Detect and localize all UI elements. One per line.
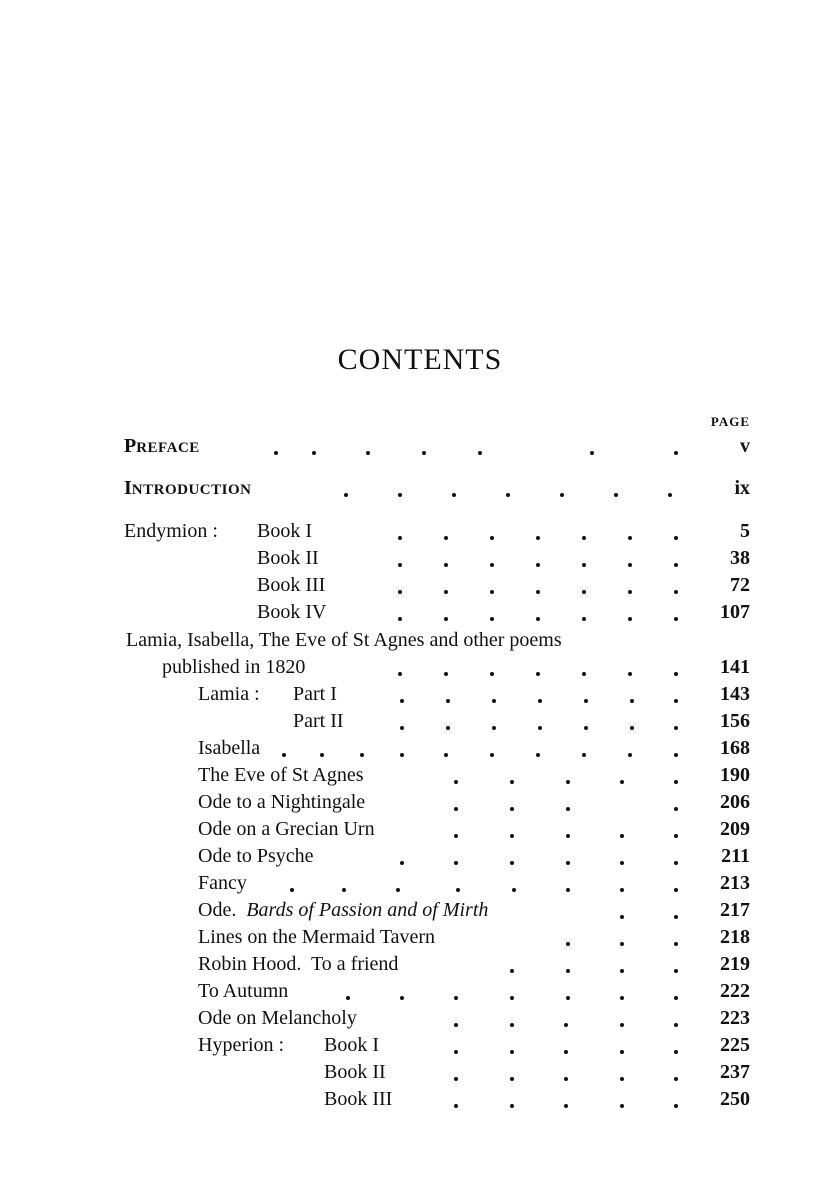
leader-dots [454,1086,694,1113]
leader-dot [510,1050,514,1054]
leader-dot [630,726,634,730]
toc-entry-ode-grecian-urn[interactable] [124,816,840,843]
leader-dots [344,475,684,502]
page-number: v [740,435,750,457]
page-number: 168 [720,737,750,759]
toc-entry-ode-bards[interactable] [124,897,840,924]
entry-title: PREFACE [124,435,200,457]
entry-title: Endymion : [124,520,218,542]
leader-dot [628,563,632,567]
toc-entry-eve-of-st-agnes[interactable] [124,762,840,789]
toc-entry-endymion-book-1[interactable] [124,518,840,545]
leader-dot [628,672,632,676]
page-number: 5 [740,520,750,542]
leader-dot [510,1077,514,1081]
entry-subtitle: Book I [324,1034,379,1056]
page-title: CONTENTS [337,343,503,376]
page-number: 211 [721,845,750,867]
page-number: 250 [720,1088,750,1110]
leader-dot [398,672,402,676]
leader-dots [398,654,688,681]
leader-dot [456,888,460,892]
entry-title: Robin Hood. To a friend [198,953,399,975]
toc-entry-hyperion-book-2[interactable] [124,1059,840,1086]
toc-entry-endymion-book-4[interactable] [124,599,840,626]
leader-dot [312,451,316,455]
leader-dot [398,617,402,621]
leader-dot [536,672,540,676]
page-number: ix [734,477,750,499]
leader-dot [490,536,494,540]
leader-dot [510,1104,514,1108]
leader-dot [620,834,624,838]
leader-dot [446,699,450,703]
leader-dot [620,780,624,784]
leader-dot [274,451,278,455]
leader-dot [564,1104,568,1108]
page-number: 206 [720,791,750,813]
leader-dot [320,753,324,757]
leader-dot [400,861,404,865]
leader-dot [510,807,514,811]
leader-dot [566,969,570,973]
page-number: 38 [730,547,750,569]
leader-dot [400,726,404,730]
leader-dot [560,493,564,497]
leader-dot [510,834,514,838]
page-number: 107 [720,601,750,623]
toc-entry-ode-psyche[interactable] [124,843,840,870]
leader-dot [620,915,624,919]
leader-dot [564,1050,568,1054]
leader-dots [282,735,692,762]
leader-dot [566,861,570,865]
entry-subtitle: Book II [257,547,319,569]
leader-dot [536,563,540,567]
leader-dot [582,753,586,757]
leader-dot [630,699,634,703]
leader-dot [510,861,514,865]
leader-dot [490,753,494,757]
toc-entry-endymion-book-2[interactable] [124,545,840,572]
leader-dot [620,1104,624,1108]
leader-dots [274,433,684,460]
leader-dot [566,780,570,784]
toc-entry-robin-hood[interactable] [124,951,840,978]
leader-dot [620,969,624,973]
leader-dot [564,1023,568,1027]
entry-subtitle: Book II [324,1061,386,1083]
entry-title: The Eve of St Agnes [198,764,364,786]
leader-dot [490,563,494,567]
leader-dot [454,834,458,838]
leader-dots [454,816,694,843]
leader-dot [628,536,632,540]
toc-entry-published-1820[interactable] [124,654,840,681]
entry-subtitle: Part II [293,710,344,732]
leader-dot [620,942,624,946]
leader-dots [398,572,688,599]
page-number: 217 [720,899,750,921]
leader-dot [620,861,624,865]
leader-dot [398,563,402,567]
leader-dot [582,590,586,594]
page-number: 141 [720,656,750,678]
leader-dots [400,708,690,735]
entry-title: Ode on Melancholy [198,1007,357,1029]
toc-entry-hyperion-book-1[interactable] [124,1032,840,1059]
entry-title: Ode to Psyche [198,845,314,867]
leader-dot [566,942,570,946]
leader-dot [538,699,542,703]
leader-dots [398,545,688,572]
leader-dots [454,762,694,789]
leader-dot [454,861,458,865]
page-number: 237 [720,1061,750,1083]
page-number: 222 [720,980,750,1002]
entry-subtitle: Book IV [257,601,327,623]
leader-dot [614,493,618,497]
entry-subtitle: Part I [293,683,337,705]
leader-dot [452,493,456,497]
page-number: 209 [720,818,750,840]
leader-dot [398,590,402,594]
leader-dot [360,753,364,757]
leader-dot [444,536,448,540]
leader-dot [446,726,450,730]
leader-dots [400,681,690,708]
leader-dot [490,617,494,621]
toc-entry-lamia-part-2[interactable] [124,708,840,735]
entry-title: Ode on a Grecian Urn [198,818,375,840]
leader-dot [536,536,540,540]
toc-entry-isabella[interactable] [124,735,840,762]
leader-dot [454,1077,458,1081]
leader-dot [620,1023,624,1027]
entry-title: Ode to a Nightingale [198,791,366,813]
leader-dot [454,807,458,811]
page-number: 225 [720,1034,750,1056]
leader-dot [454,1023,458,1027]
leader-dot [454,780,458,784]
leader-dot [396,888,400,892]
leader-dot [536,617,540,621]
leader-dots [510,951,690,978]
leader-dot [582,617,586,621]
entry-title: Lamia : [198,683,260,705]
leader-dot [582,536,586,540]
entry-subtitle: Bards of Passion and of Mirth [246,899,489,921]
entry-title: Hyperion : [198,1034,285,1056]
leader-dot [628,590,632,594]
leader-dot [492,699,496,703]
leader-dot [290,888,294,892]
page-number: 223 [720,1007,750,1029]
page-number: 213 [720,872,750,894]
leader-dot [510,780,514,784]
leader-dot [582,672,586,676]
leader-dot [566,834,570,838]
leader-dot [512,888,516,892]
leader-dot [584,699,588,703]
leader-dot [342,888,346,892]
leader-dot [538,726,542,730]
leader-dot [566,888,570,892]
leader-dot [564,1077,568,1081]
toc-entry-endymion-book-3[interactable] [124,572,840,599]
entry-subtitle: Book I [257,520,312,542]
leader-dot [628,617,632,621]
toc-entry-to-autumn[interactable] [124,978,840,1005]
page-number: 72 [730,574,750,596]
leader-dot [400,996,404,1000]
entry-title: Ode. Bards of Passion and of Mirth [198,899,489,921]
leader-dot [492,726,496,730]
leader-dots [398,518,688,545]
leader-dot [620,1050,624,1054]
entry-subtitle: Book III [324,1088,393,1110]
page-number: 156 [720,710,750,732]
leader-dot [366,451,370,455]
page-number: 219 [720,953,750,975]
leader-dot [510,969,514,973]
toc-entry-mermaid-tavern[interactable] [124,924,840,951]
leader-dot [584,726,588,730]
leader-dots [290,870,690,897]
leader-dot [444,563,448,567]
page-number: 143 [720,683,750,705]
toc-entry-hyperion-book-3[interactable] [124,1086,840,1113]
leader-dot [344,493,348,497]
page-number: 190 [720,764,750,786]
leader-dot [400,699,404,703]
leader-dot [590,451,594,455]
leader-dot [510,996,514,1000]
leader-dot [506,493,510,497]
leader-dot [536,590,540,594]
leader-dots [454,1032,694,1059]
toc-entry-lamia-collection-heading[interactable] [126,627,840,654]
leader-dot [510,1023,514,1027]
leader-dot [628,753,632,757]
toc-entry-introduction[interactable] [124,475,840,502]
toc-entry-preface[interactable] [124,433,840,460]
leader-dot [444,617,448,621]
leader-dot [444,672,448,676]
leader-dot [346,996,350,1000]
entry-title: Fancy [198,872,247,894]
leader-dot [398,493,402,497]
leader-dots [454,1059,694,1086]
leader-dots [454,789,694,816]
leader-dot [444,590,448,594]
entry-title: Lamia, Isabella, The Eve of St Agnes and other poems [126,629,562,651]
leader-dot [536,753,540,757]
toc-entry-ode-melancholy[interactable] [124,1005,840,1032]
leader-dot [620,1077,624,1081]
leader-dot [620,996,624,1000]
toc-entry-lamia-part-1[interactable] [124,681,840,708]
leader-dot [454,1104,458,1108]
leader-dot [398,536,402,540]
leader-dots [400,843,690,870]
toc-entry-ode-nightingale[interactable] [124,789,840,816]
entry-title: To Autumn [198,980,289,1002]
leader-dot [400,753,404,757]
leader-dots [454,1005,694,1032]
entry-title: Lines on the Mermaid Tavern [198,926,436,948]
page-number: 218 [720,926,750,948]
toc-entry-fancy[interactable] [124,870,840,897]
leader-dot [454,996,458,1000]
entry-subtitle: Book III [257,574,326,596]
leader-dots [346,978,686,1005]
leader-dot [566,807,570,811]
leader-dot [582,563,586,567]
leader-dot [422,451,426,455]
leader-dot [454,1050,458,1054]
leader-dot [282,753,286,757]
leader-dot [490,672,494,676]
leader-dot [620,888,624,892]
entry-title: Isabella [198,737,261,759]
leader-dot [490,590,494,594]
leader-dots [398,599,688,626]
entry-title: INTRODUCTION [124,477,252,499]
entry-title: published in 1820 [162,656,306,678]
leader-dot [478,451,482,455]
page-column-label: PAGE [710,414,750,429]
leader-dot [444,753,448,757]
leader-dot [566,996,570,1000]
